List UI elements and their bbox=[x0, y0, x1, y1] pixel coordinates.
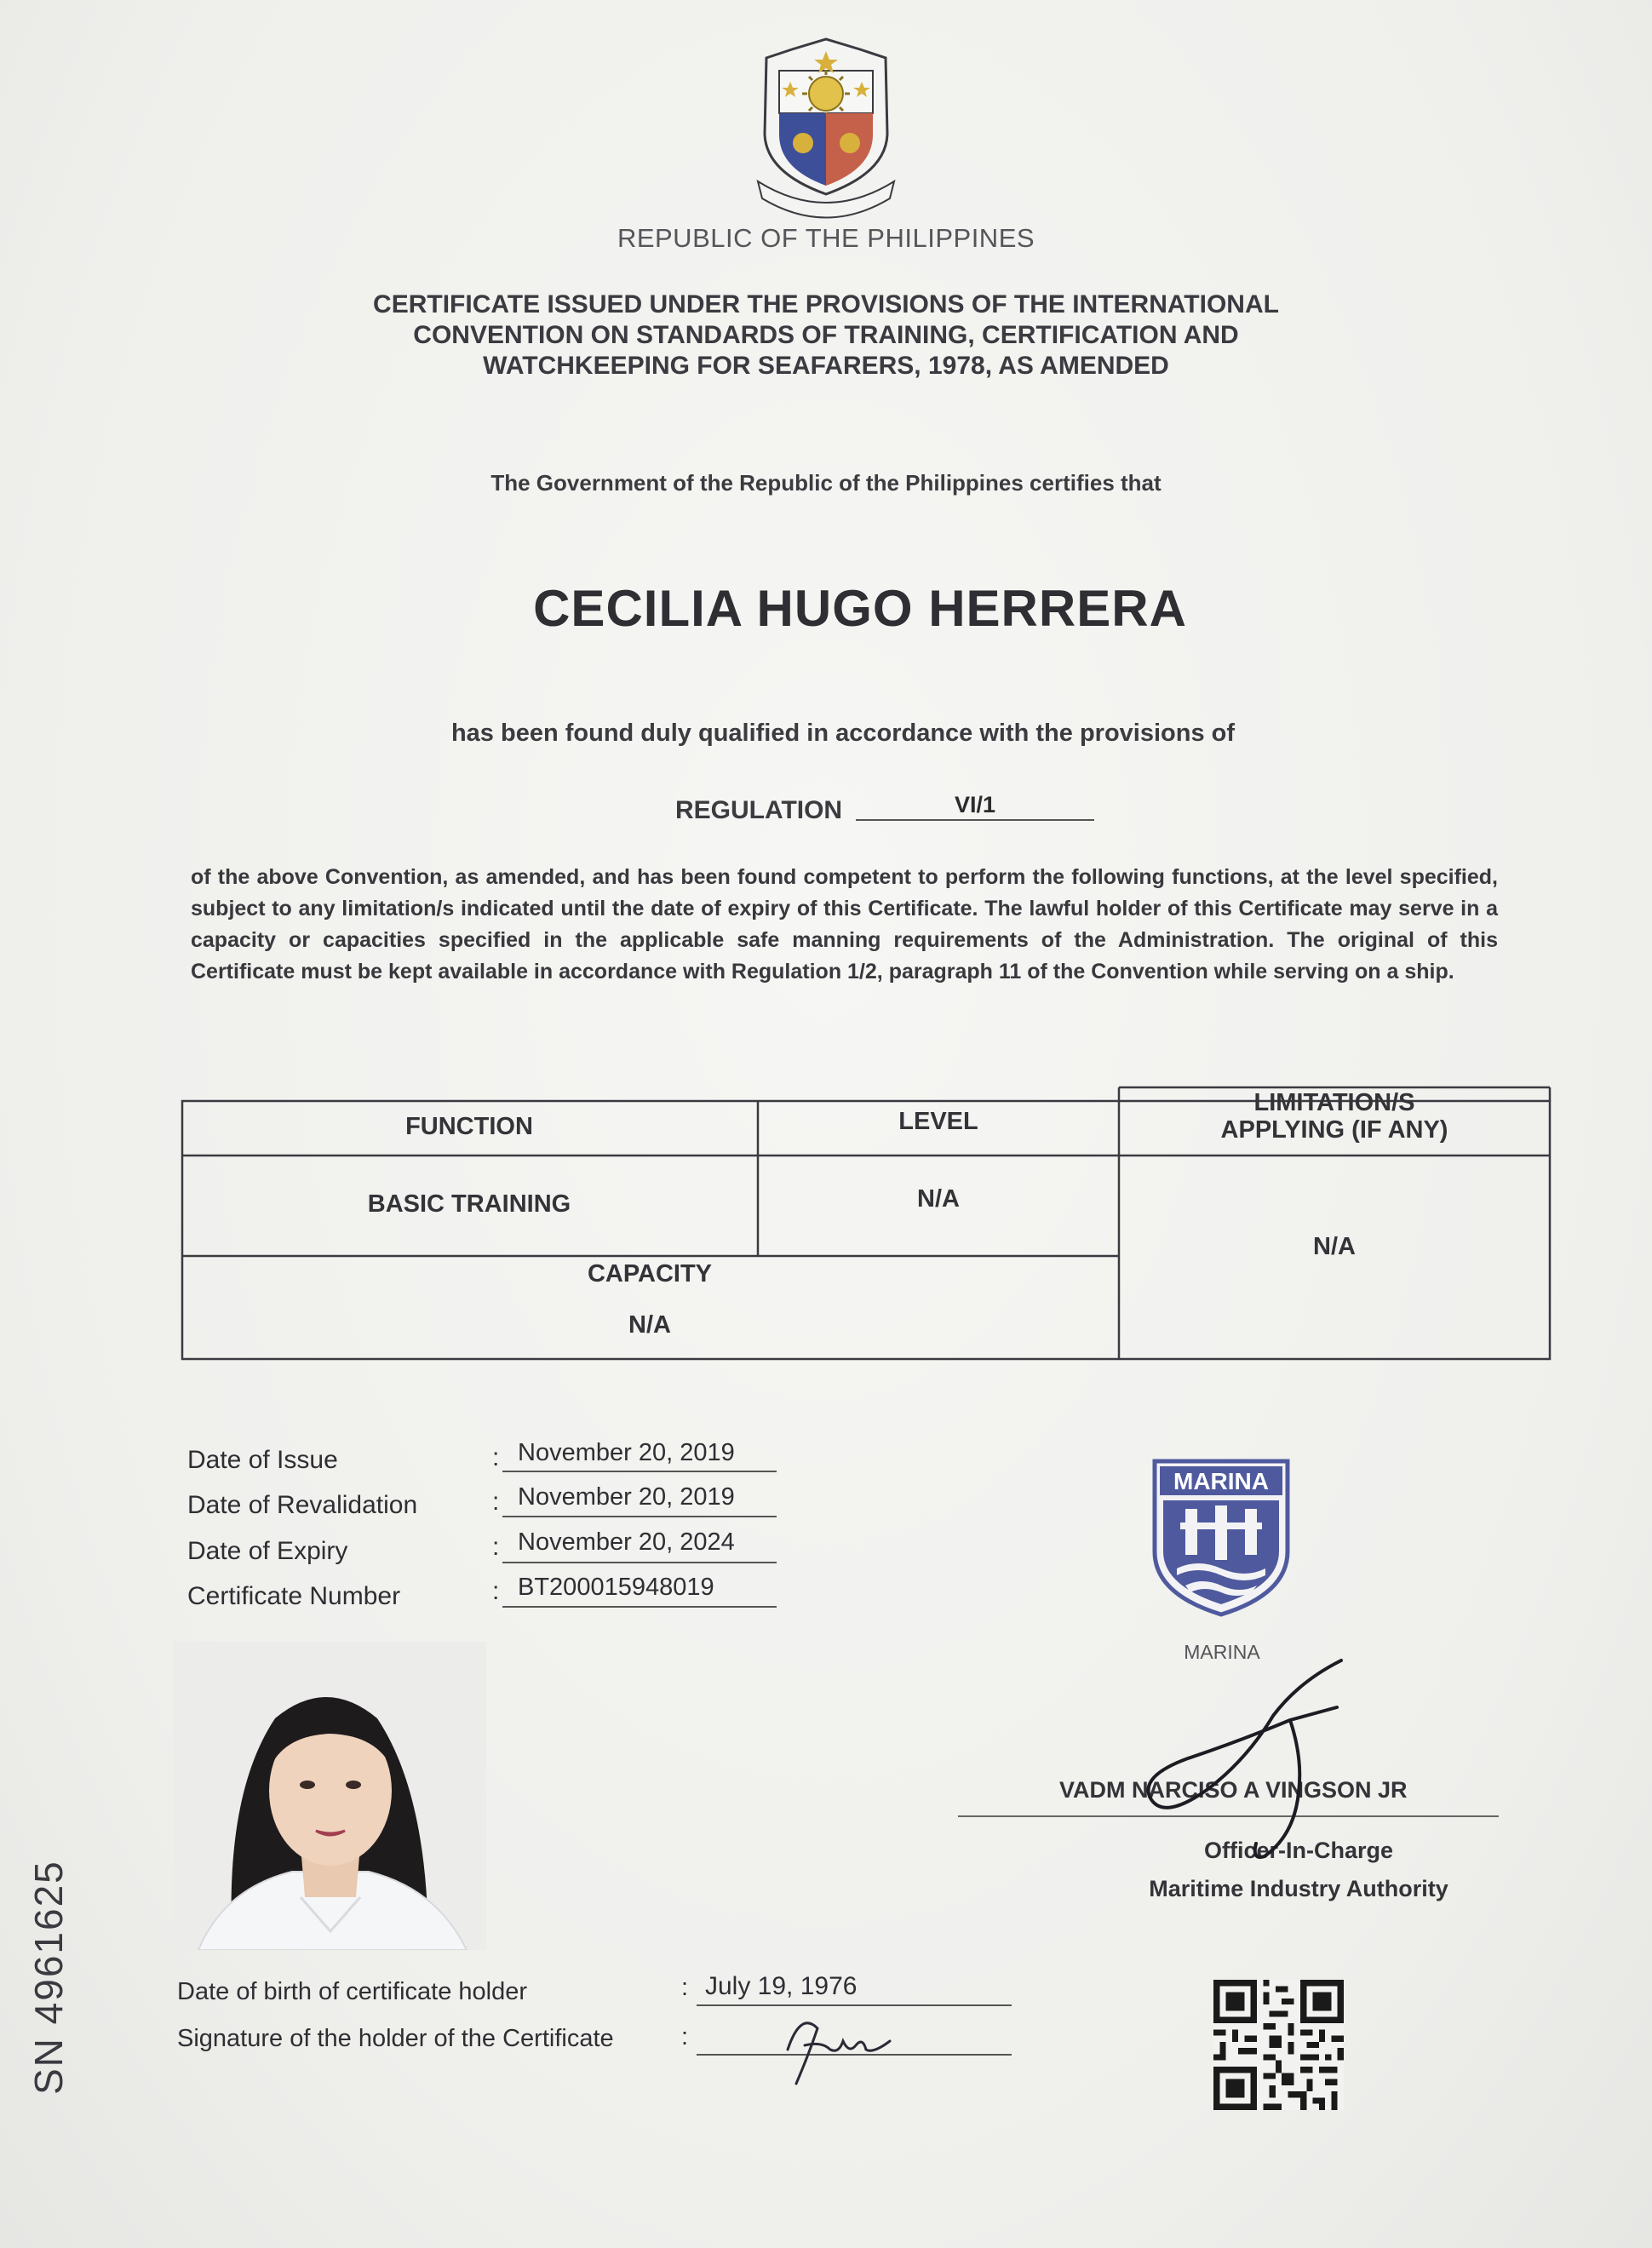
certificate-number-value: BT200015948019 bbox=[518, 1574, 714, 1601]
regulation-underline bbox=[856, 819, 1094, 821]
limitations-header bbox=[1119, 1089, 1550, 1144]
field-underline bbox=[502, 1516, 777, 1517]
date-of-revalidation-label: Date of Revalidation bbox=[187, 1491, 418, 1519]
marina-logo-text: MARINA bbox=[1173, 1468, 1269, 1494]
function-value: BASIC TRAINING bbox=[367, 1190, 571, 1218]
limitations-value: N/A bbox=[1313, 1233, 1356, 1260]
signatory-title: Officer-In-Charge bbox=[1203, 1838, 1394, 1863]
field-underline bbox=[502, 1606, 777, 1608]
signature-colon: : bbox=[681, 2023, 689, 2050]
field-underline bbox=[502, 1471, 777, 1472]
dob-colon: : bbox=[681, 1974, 689, 2001]
level-value: N/A bbox=[917, 1185, 960, 1213]
date-of-expiry-value: November 20, 2024 bbox=[518, 1528, 735, 1556]
field-colon: : bbox=[492, 1577, 500, 1605]
heading-line-1: CERTIFICATE ISSUED UNDER THE PROVISIONS OF THE INTERNATIONAL bbox=[373, 290, 1279, 318]
qualified-statement: has been found duly qualified in accordance with the provisions of bbox=[450, 720, 1236, 747]
date-of-revalidation-value: November 20, 2019 bbox=[518, 1483, 735, 1511]
competence-paragraph: of the above Convention, as amended, and has been found competent to perform the following functions, at the level specified, subject to any limitation/s indicated until the date of expiry of this Certificate. The lawful holder of this Certificate may serve in a capacity or capacities specified in the applicable safe manning requirements of the Administration. The original of this Certificate must be kept available in accordance with Regulation 1/2, paragraph 11 of the Convention while serving on a ship. bbox=[191, 865, 1498, 984]
signatory-organization: Maritime Industry Authority bbox=[1149, 1876, 1448, 1901]
signatory-name: VADM NARCISO A VINGSON JR bbox=[1059, 1777, 1408, 1803]
capacity-header: CAPACITY bbox=[587, 1260, 713, 1287]
field-underline bbox=[502, 1562, 777, 1563]
philippine-coat-of-arms-icon bbox=[741, 32, 911, 220]
certificate-number-label: Certificate Number bbox=[187, 1582, 401, 1610]
limitations-header-line-2: APPLYING (IF ANY) bbox=[1220, 1116, 1448, 1144]
date-of-issue-value: November 20, 2019 bbox=[518, 1439, 735, 1466]
field-colon: : bbox=[492, 1533, 500, 1561]
marina-logo-icon bbox=[1151, 1458, 1291, 1618]
heading-line-3: WATCHKEEPING FOR SEAFARERS, 1978, AS AMENDED bbox=[483, 352, 1169, 380]
dob-value: July 19, 1976 bbox=[705, 1972, 858, 2000]
regulation-value: VI/1 bbox=[954, 792, 996, 817]
certificate-heading bbox=[324, 290, 1328, 381]
field-colon: : bbox=[492, 1443, 500, 1471]
officer-signature-icon bbox=[1128, 1648, 1367, 1869]
holder-signature-icon bbox=[771, 2003, 898, 2088]
function-header: FUNCTION bbox=[405, 1113, 533, 1140]
holder-name: CECILIA HUGO HERRERA bbox=[533, 580, 1187, 637]
certifies-statement: The Government of the Republic of the Philippines certifies that bbox=[490, 470, 1162, 496]
certificate-table bbox=[181, 1086, 1552, 1362]
holder-photo bbox=[173, 1642, 486, 1950]
date-of-issue-label: Date of Issue bbox=[187, 1446, 338, 1474]
capacity-value: N/A bbox=[628, 1311, 671, 1339]
qr-code-icon bbox=[1213, 1980, 1344, 2110]
dob-label: Date of birth of certificate holder bbox=[177, 1978, 528, 2005]
serial-number: SN 4961625 bbox=[26, 1860, 71, 2095]
heading-line-2: CONVENTION ON STANDARDS OF TRAINING, CERTIFICATION AND bbox=[413, 321, 1239, 349]
field-colon: : bbox=[492, 1488, 500, 1516]
marina-label: MARINA bbox=[1184, 1641, 1260, 1663]
holder-signature-label: Signature of the holder of the Certificate bbox=[177, 2025, 614, 2052]
regulation-label: REGULATION bbox=[675, 796, 843, 824]
date-of-expiry-label: Date of Expiry bbox=[187, 1537, 348, 1565]
limitations-header-line-1: LIMITATION/S bbox=[1253, 1089, 1415, 1116]
level-header: LEVEL bbox=[898, 1108, 978, 1135]
country-title: REPUBLIC OF THE PHILIPPINES bbox=[617, 223, 1035, 253]
